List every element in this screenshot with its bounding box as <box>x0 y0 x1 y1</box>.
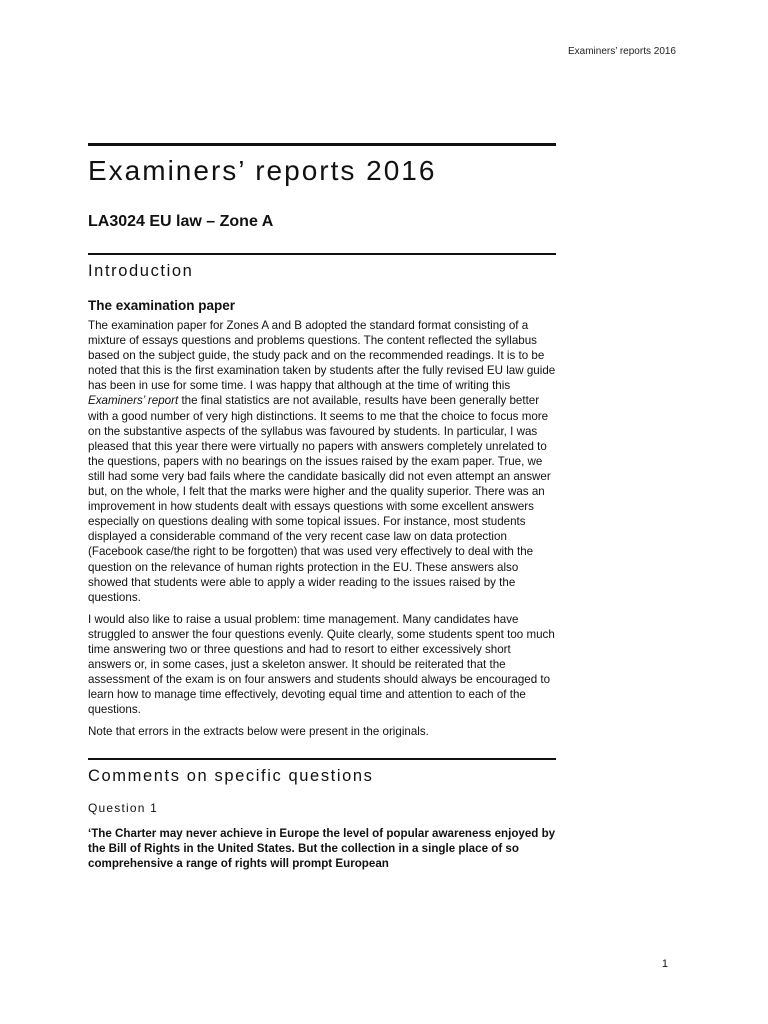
comments-heading: Comments on specific questions <box>88 766 374 785</box>
running-header: Examiners’ reports 2016 <box>567 46 676 57</box>
page-content <box>88 143 556 871</box>
course-title: LA3024 EU law – Zone A <box>88 213 274 230</box>
question-1-quote: ‘The Charter may never achieve in Europe the level of popular awareness enjoyed by the Bill of Rights in the United States. But the collection in a single place of so comprehensive a range of rights will prompt European <box>88 826 556 870</box>
examination-paper-subheading: The examination paper <box>88 298 236 313</box>
italic-report-title: Examiners’ report <box>88 394 179 408</box>
intro-paragraph-3: Note that errors in the extracts below were present in the originals. <box>88 725 429 739</box>
comments-rule <box>88 758 556 760</box>
title-rule <box>88 143 556 146</box>
intro-paragraph-2: I would also like to raise a usual problem: time management. Many candidates have struggled to answer the four questions evenly. Quite clearly, some students spent too much time answering two or three questions and had to resort to either excessively short answers or, in some cases, just a skeleton answer. It should be reiterated that the assessment of the exam is on four answers and students should always be encouraged to learn how to manage time effectively, devoting equal time and attention to each of the questions. <box>88 612 555 717</box>
report-title: Examiners’ reports 2016 <box>88 155 437 186</box>
question-1-label: Question 1 <box>88 800 159 815</box>
introduction-rule <box>88 253 556 255</box>
introduction-heading: Introduction <box>88 262 194 280</box>
page-number: 1 <box>661 958 668 970</box>
intro-paragraph-1: The examination paper for Zones A and B adopted the standard format consisting of a mixture of essays questions and problems questions. The content reflected the syllabus based on the subject guide, the study pack and on the recommended readings. It is to be noted that this is the first examination taken by students after the fully revised EU law guide has been in use for some time. I was happy that although at the time of writing this Examiners’ report the final statistics are not available, results have been generally better with a good number of very high distinctions. It seems to me that the choice to focus more on the substantive aspects of the syllabus was favoured by students. In particular, I was pleased that this year there were virtually no papers with answers completely unrelated to the questions, papers with no bearings on the issues raised by the exam paper. True, we still had some very bad fails where the candidate basically did not even attempt an answer but, on the whole, I felt that the marks were higher and the quality superior. There was an improvement in how students dealt with essays questions with some excellent answers especially on questions dealing with some topical issues. For instance, most students displayed a considerable command of the very recent case law on data protection (Facebook case/the right to be forgotten) that was used very effectively to deal with the question on the relevance of human rights protection in the EU. These answers also showed that students were able to apply a wider reading to the issues raised by the questions. <box>88 319 556 604</box>
